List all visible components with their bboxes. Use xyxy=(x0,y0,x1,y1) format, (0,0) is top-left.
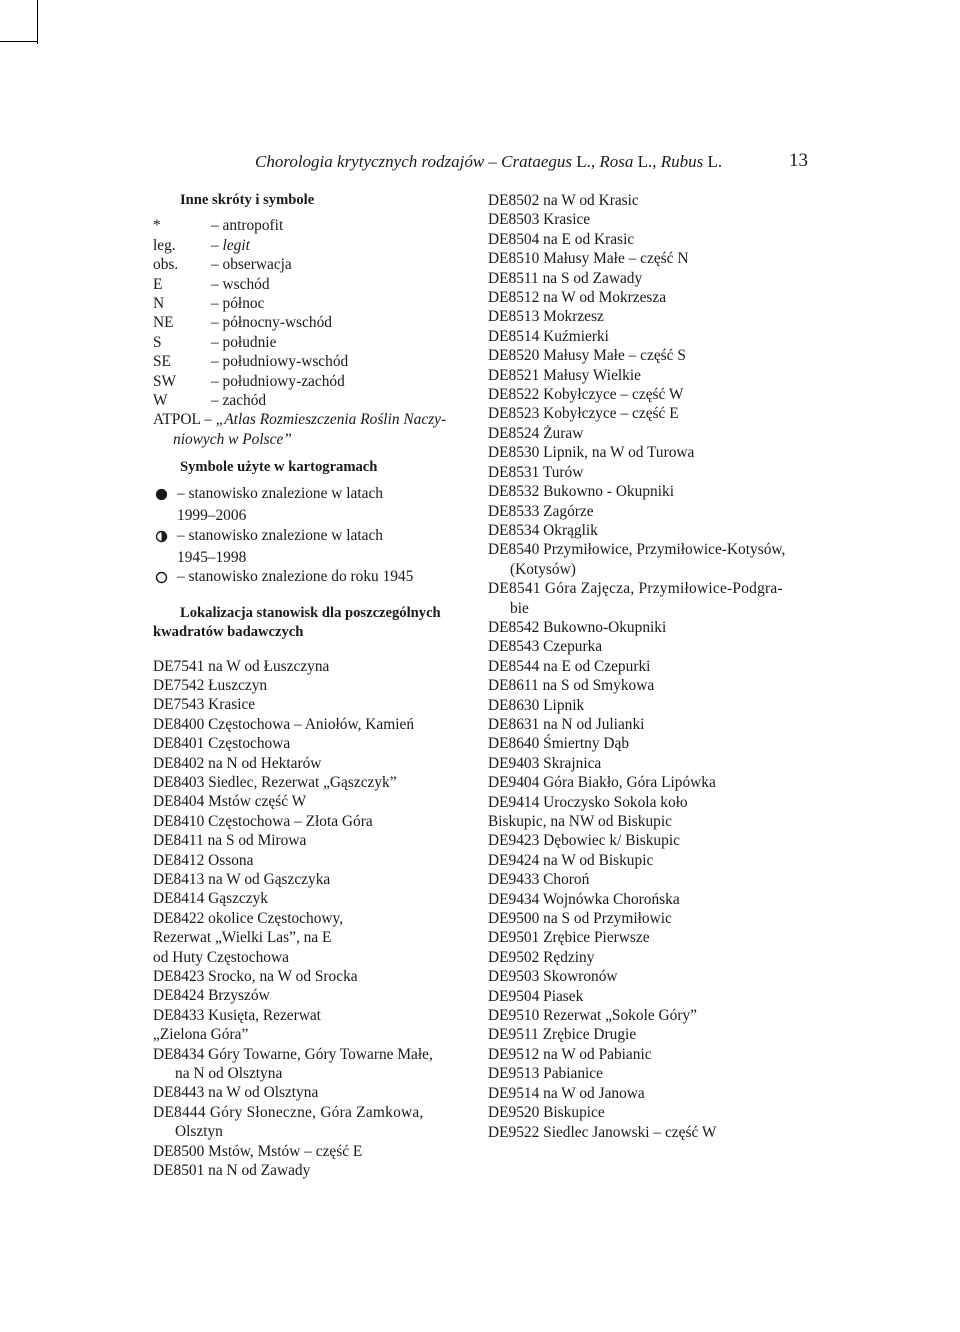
legend-item xyxy=(155,567,473,589)
list-item: DE8533 Zagórze xyxy=(488,502,594,520)
list-item: Biskupic, na NW od Biskupic xyxy=(488,813,672,830)
list-item: DE9414 Uroczysko Sokola koło xyxy=(488,793,688,811)
page-number: 13 xyxy=(789,150,808,171)
list-item: DE8640 Śmiertny Dąb xyxy=(488,735,630,753)
list-item: DE9511 Zrębice Drugie xyxy=(488,1026,637,1044)
atpol-title: „Atlas Rozmieszczenia Roślin Naczy- xyxy=(215,411,447,429)
running-header xyxy=(255,150,810,174)
list-item: DE8511 na S od Zawady xyxy=(488,269,643,287)
list-item: DE8510 Małusy Małe – część N xyxy=(488,250,689,268)
list-item: DE8512 na W od Mokrzesza xyxy=(488,289,667,307)
localization-heading-continuation: kwadratów badawczych xyxy=(153,624,304,641)
list-item: DE8531 Turów xyxy=(488,463,584,481)
list-item: DE8504 na E od Krasic xyxy=(488,230,635,248)
abbreviation-key: SW xyxy=(153,372,177,390)
abbreviation-value: – legit xyxy=(211,236,250,254)
localization-heading: Lokalizacja stanowisk dla poszczególnych xyxy=(180,604,441,621)
legend-description: – stanowisko znalezione do roku 1945 xyxy=(177,568,414,586)
list-item: na N od Olsztyna xyxy=(175,1065,283,1083)
list-item: DE8542 Bukowno-Okupniki xyxy=(488,618,667,636)
abbreviation-key: W xyxy=(153,392,168,410)
abbreviation-item xyxy=(153,275,473,294)
list-item: DE8413 na W od Gąszczyka xyxy=(153,871,331,888)
abbreviation-item xyxy=(153,372,473,391)
list-item: DE9510 Rezerwat „Sokole Góry” xyxy=(488,1007,697,1025)
list-item: DE8433 Kusięta, Rezerwat xyxy=(153,1006,321,1024)
symbol-legend xyxy=(153,484,473,590)
symbols-heading: Symbole użyte w kartogramach xyxy=(180,459,378,476)
list-item: DE8513 Mokrzesz xyxy=(488,308,604,326)
abbreviation-item xyxy=(153,294,473,313)
list-item: DE8520 Małusy Małe – część S xyxy=(488,347,686,365)
abbreviation-value: – antropofit xyxy=(211,217,284,235)
list-item: (Kotysów) xyxy=(510,560,576,578)
list-item: DE7543 Krasice xyxy=(153,696,256,714)
abbreviation-key: SE xyxy=(153,353,171,371)
list-item: DE8514 Kuźmierki xyxy=(488,327,609,345)
abbreviation-key: leg. xyxy=(153,236,176,254)
list-item: DE8524 Żuraw xyxy=(488,424,584,442)
filled-circle-icon xyxy=(155,488,168,501)
abbreviation-key: N xyxy=(153,295,165,313)
list-item: od Huty Częstochowa xyxy=(153,948,289,966)
abbreviation-key: * xyxy=(153,217,161,235)
list-item: DE8434 Góry Towarne, Góry Towarne Małe, xyxy=(153,1045,433,1063)
list-item: Rezerwat „Wielki Las”, na E xyxy=(153,929,332,947)
atpol-key: ATPOL – xyxy=(153,411,216,429)
list-item: DE8630 Lipnik xyxy=(488,696,585,714)
list-item: DE9424 na W od Biskupic xyxy=(488,851,654,869)
abbreviation-value: – obserwacja xyxy=(211,256,292,274)
list-item: DE8544 na E od Czepurki xyxy=(488,657,651,675)
list-item: DE8503 Krasice xyxy=(488,211,591,229)
list-item: DE8422 okolice Częstochowy, xyxy=(153,909,344,927)
list-item: DE8521 Małusy Wielkie xyxy=(488,366,641,384)
list-item: DE8534 Okrąglik xyxy=(488,521,598,539)
list-item: DE9433 Choroń xyxy=(488,871,590,889)
list-item: DE8502 na W od Krasic xyxy=(488,192,639,209)
abbreviation-value: – północny-wschód xyxy=(211,314,332,332)
list-item: DE8410 Częstochowa – Złota Góra xyxy=(153,812,373,830)
list-item: DE8403 Siedlec, Rezerwat „Gąszczyk” xyxy=(153,773,397,791)
abbreviation-value: – wschód xyxy=(211,275,270,293)
legend-item xyxy=(155,484,473,506)
abbreviation-item xyxy=(153,236,473,255)
list-item: DE9501 Zrębice Pierwsze xyxy=(488,929,650,947)
crop-mark-vertical xyxy=(37,0,38,44)
abbreviation-key: NE xyxy=(153,314,174,332)
list-item: DE8611 na S od Smykowa xyxy=(488,677,655,695)
list-item: DE8404 Mstów część W xyxy=(153,793,307,811)
abbreviation-item xyxy=(153,313,473,332)
list-item: DE9502 Rędziny xyxy=(488,948,595,966)
abbreviation-value: – południowy-wschód xyxy=(211,353,349,371)
list-item: DE9520 Biskupice xyxy=(488,1104,605,1122)
list-item: DE7541 na W od Łuszczyna xyxy=(153,657,330,675)
abbreviation-value: – północ xyxy=(211,295,265,313)
list-item: DE8532 Bukowno - Okupniki xyxy=(488,483,674,501)
list-item: DE8443 na W od Olsztyna xyxy=(153,1084,319,1102)
list-item: DE9512 na W od Pabianic xyxy=(488,1045,652,1063)
legend-item xyxy=(155,526,473,548)
list-item: Olsztyn xyxy=(175,1123,223,1141)
list-item: DE9522 Siedlec Janowski – część W xyxy=(488,1123,717,1141)
empty-circle-icon xyxy=(155,571,168,584)
half-filled-circle-icon xyxy=(155,530,168,543)
list-item: DE9504 Piasek xyxy=(488,987,584,1005)
abbreviation-value: – zachód xyxy=(211,392,267,410)
list-item: DE9403 Skrajnica xyxy=(488,754,602,772)
left-entry-list xyxy=(153,657,473,1181)
list-item: DE8402 na N od Hektarów xyxy=(153,754,322,772)
list-item: DE8541 Góra Zajęcza, Przymiłowice-Podgra- xyxy=(488,580,783,598)
list-item: DE8522 Kobyłczyce – część W xyxy=(488,386,684,404)
abbreviations-heading: Inne skróty i symbole xyxy=(180,192,315,208)
list-item: DE8401 Częstochowa xyxy=(153,735,291,753)
list-item: DE8412 Ossona xyxy=(153,851,254,869)
abbreviation-value: – południe xyxy=(211,333,277,351)
abbreviation-value: – południowy-zachód xyxy=(211,372,345,390)
abbreviation-item xyxy=(153,255,473,274)
abbreviation-key: obs. xyxy=(153,256,179,274)
abbreviation-key: E xyxy=(153,275,163,293)
list-item: DE9423 Dębowiec k/ Biskupic xyxy=(488,832,680,850)
list-item: „Zielona Góra” xyxy=(153,1026,249,1044)
abbreviation-key: S xyxy=(153,333,162,351)
list-item: DE8414 Gąszczyk xyxy=(153,890,268,908)
list-item: DE8423 Srocko, na W od Srocka xyxy=(153,968,358,986)
list-item: DE9514 na W od Janowa xyxy=(488,1084,645,1102)
right-column xyxy=(488,191,818,1142)
list-item: DE8424 Brzyszów xyxy=(153,987,270,1005)
abbreviation-list xyxy=(153,216,473,449)
legend-years: 1999–2006 xyxy=(177,507,247,525)
list-item: DE9500 na S od Przymiłowic xyxy=(488,910,672,928)
legend-description: – stanowisko znalezione w latach xyxy=(177,484,383,502)
list-item: DE8543 Czepurka xyxy=(488,638,603,656)
list-item: DE8411 na S od Mirowa xyxy=(153,832,307,850)
list-item: DE8530 Lipnik, na W od Turowa xyxy=(488,444,695,462)
list-item: DE8540 Przymiłowice, Przymiłowice-Kotysów, xyxy=(488,541,786,559)
list-item: DE7542 Łuszczyn xyxy=(153,676,268,694)
abbreviation-item xyxy=(153,391,473,410)
list-item: DE8444 Góry Słoneczne, Góra Zamkowa, xyxy=(153,1103,424,1121)
left-column xyxy=(153,191,473,1181)
list-item: DE8500 Mstów, Mstów – część E xyxy=(153,1142,363,1160)
crop-mark-horizontal xyxy=(0,41,37,42)
abbreviation-item xyxy=(153,216,473,235)
abbreviation-item xyxy=(153,352,473,371)
list-item: DE9503 Skowronów xyxy=(488,968,618,986)
list-item: DE8631 na N od Julianki xyxy=(488,715,645,733)
running-title: Chorologia krytycznych rodzajów – Crataegus L., Rosa L., Rubus L. xyxy=(255,152,723,171)
list-item: DE8523 Kobyłczyce – część E xyxy=(488,405,679,423)
list-item: DE9404 Góra Biakło, Góra Lipówka xyxy=(488,774,716,792)
list-item: bie xyxy=(510,599,529,617)
list-item: DE9513 Pabianice xyxy=(488,1065,603,1083)
abbreviation-item xyxy=(153,333,473,352)
list-item: DE9434 Wojnówka Chorońska xyxy=(488,890,680,908)
atpol-title-continuation: niowych w Polsce” xyxy=(173,430,292,448)
atpol-definition xyxy=(153,410,473,449)
legend-years: 1945–1998 xyxy=(177,548,247,566)
list-item: DE8501 na N od Zawady xyxy=(153,1162,311,1180)
legend-description: – stanowisko znalezione w latach xyxy=(177,526,383,544)
list-item: DE8400 Częstochowa – Aniołów, Kamień xyxy=(153,715,415,733)
